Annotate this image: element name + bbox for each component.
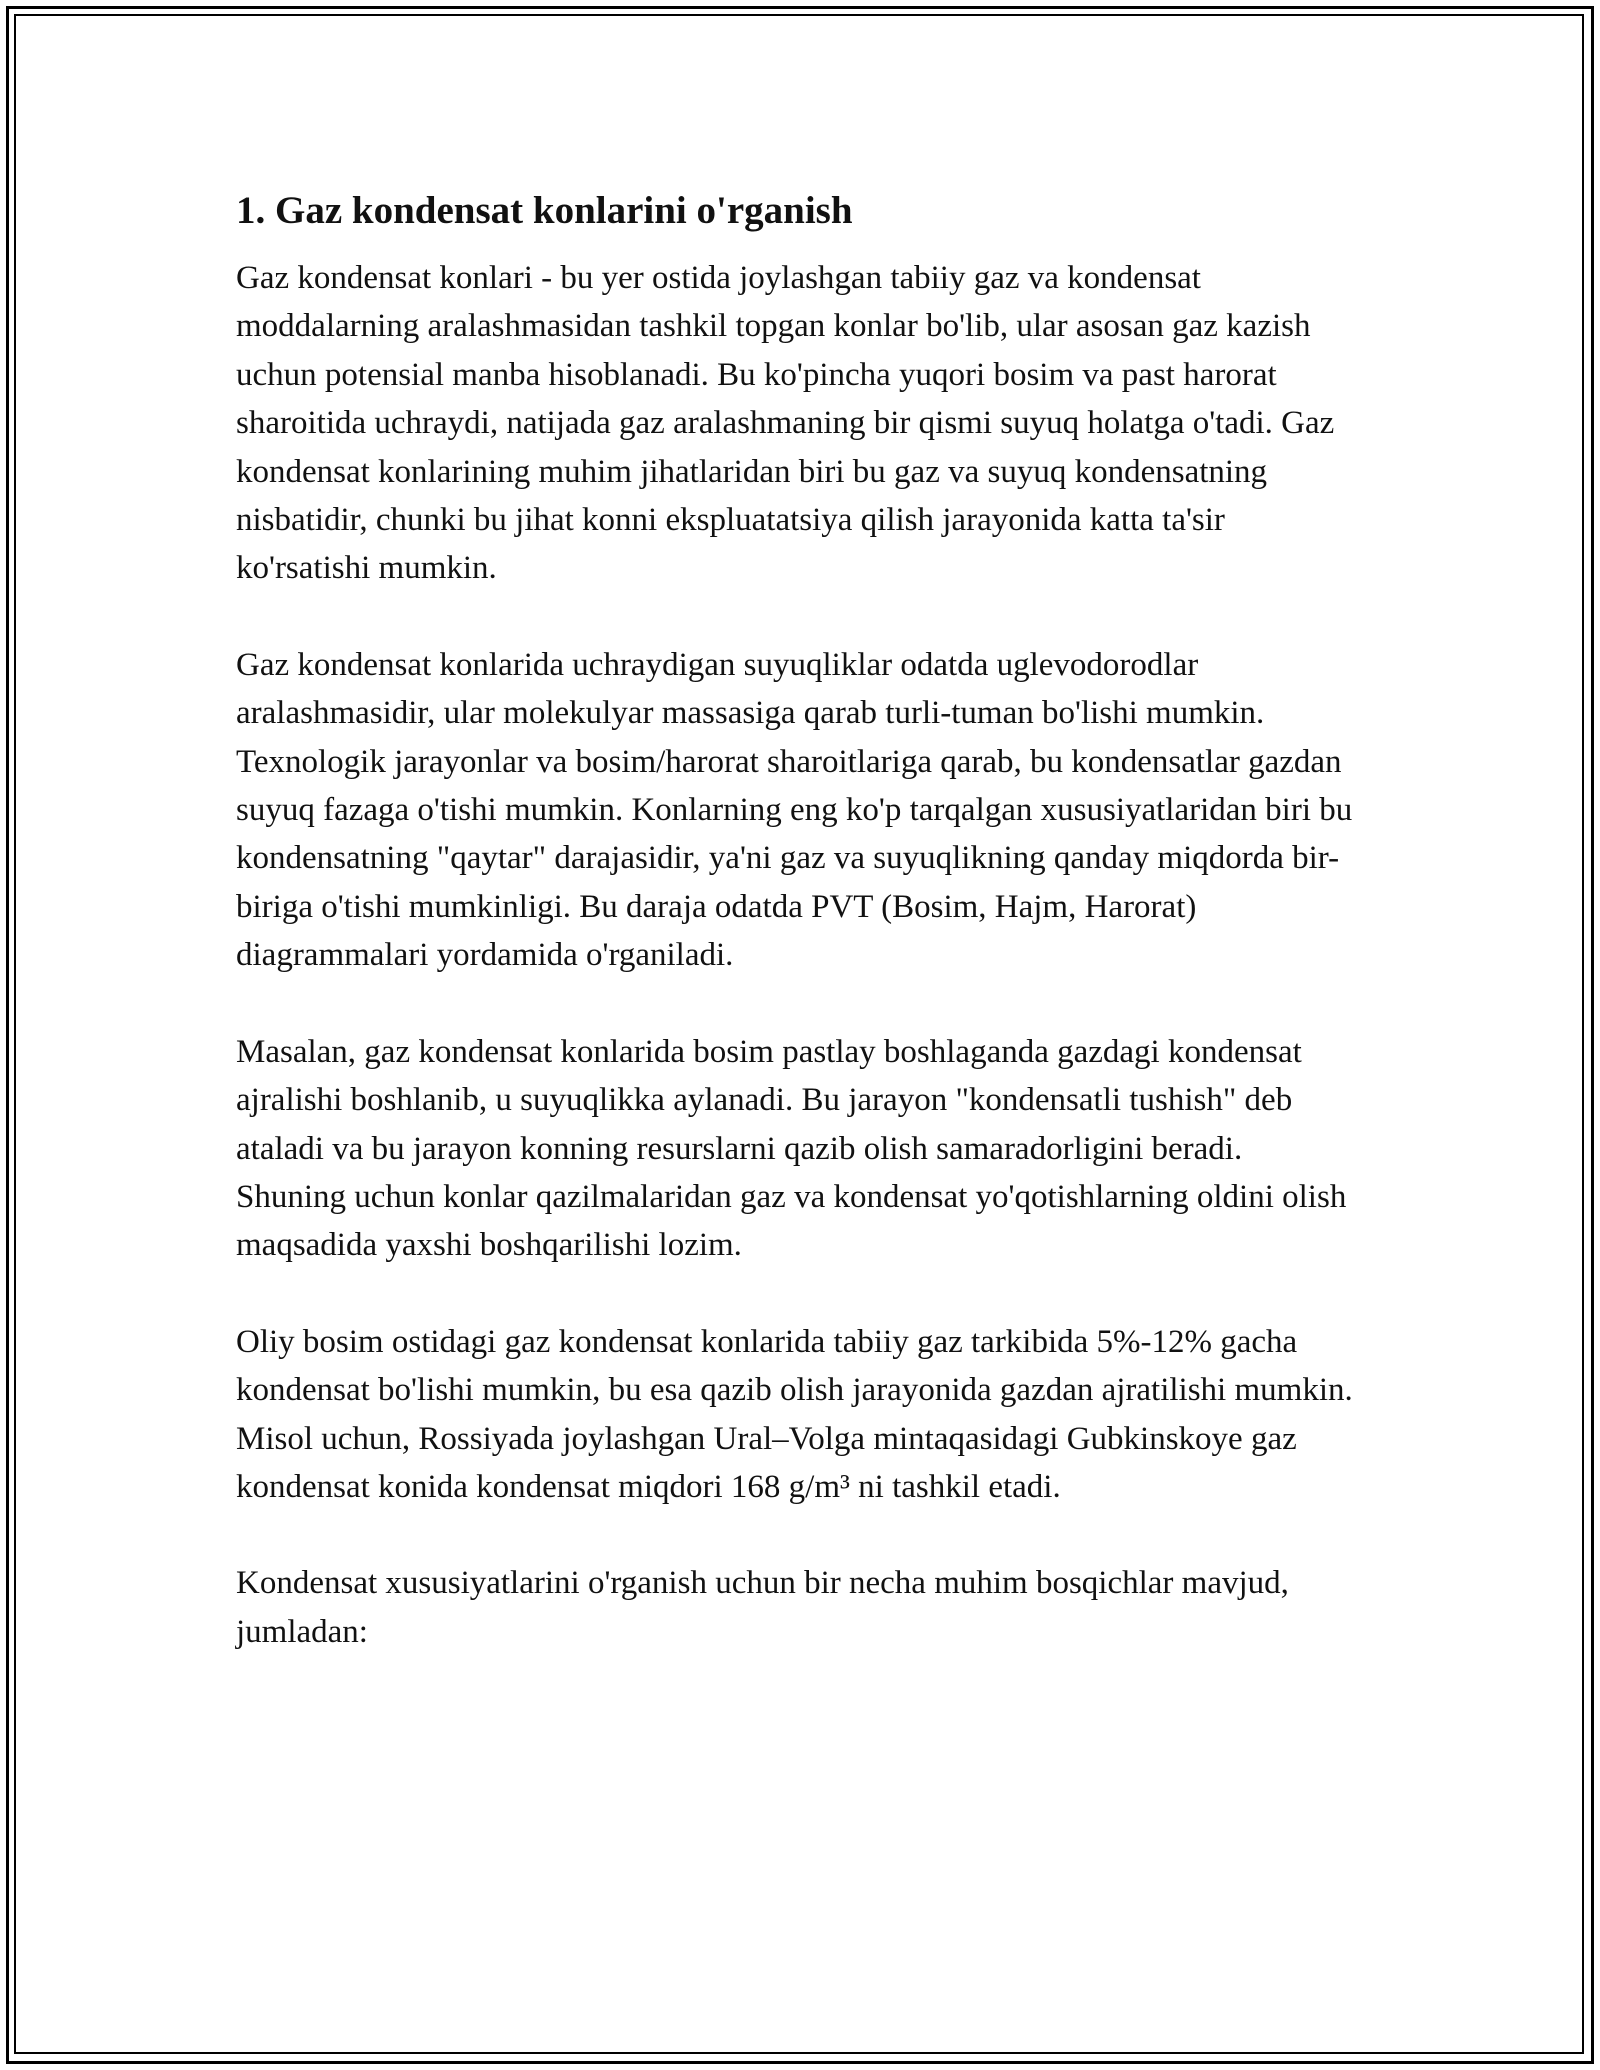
paragraph-1: Gaz kondensat konlari - bu yer ostida joylashgan tabiiy gaz va kondensat moddalarning aralashmasidan tashkil topgan konlar bo'lib, ular asosan gaz kazish uchun potensial manba hisoblanadi. Bu ko'pincha yuqori bosim va past harorat sharoitida uchraydi, natijada gaz aralashmaning bir qismi suyuq holatga o'tadi. Gaz kondensat konlarining muhim jihatlaridan biri bu gaz va suyuq kondensatning nisbatidir, chunki bu jihat konni ekspluatatsiya qilish jarayonida katta ta'sir ko'rsatishi mumkin. [236, 260, 1335, 587]
paragraph-3: Masalan, gaz kondensat konlarida bosim pastlay boshlaganda gazdagi kondensat ajralishi boshlanib, u suyuqlikka aylanadi. Bu jarayon "kondensatli tushish" deb ataladi va bu jarayon konning resurslarni qazib olish samaradorligini beradi. Shuning uchun konlar qazilmalaridan gaz va kondensat yo'qotishlarning oldini olish maqsadida yaxshi boshqarilishi lozim. [236, 1033, 1347, 1264]
paragraph-5: Kondensat xususiyatlarini o'rganish uchun bir necha muhim bosqichlar mavjud, jumladan: [236, 1565, 1289, 1650]
paragraph-4: Oliy bosim ostidagi gaz kondensat konlarida tabiiy gaz tarkibida 5%-12% gacha kondensat bo'lishi mumkin, bu esa qazib olish jarayonida gazdan ajratilishi mumkin. Misol uchun, Rossiyada joylashgan Ural–Volga mintaqasidagi Gubkinskoye gaz kondensat konida kondensat miqdori 168 g/m³ ni tashkil etadi. [236, 1323, 1353, 1505]
section-heading: 1. Gaz kondensat konlarini o'rganish [236, 189, 853, 232]
paragraph-2: Gaz kondensat konlarida uchraydigan suyuqliklar odatda uglevodorodlar aralashmasidir, ular molekulyar massasiga qarab turli-tuman bo'lishi mumkin. Texnologik jarayonlar va bosim/harorat sharoitlariga qarab, bu kondensatlar gazdan suyuq fazaga o'tishi mumkin. Konlarning eng ko'p tarqalgan xususiyatlaridan biri bu kondensatning "qaytar" darajasidir, ya'ni gaz va suyuqlikning qanday miqdorda bir-biriga o'tishi mumkinligi. Bu daraja odatda PVT (Bosim, Hajm, Harorat) diagrammalari yordamida o'rganiladi. [236, 646, 1353, 974]
document-body [236, 186, 1356, 1704]
